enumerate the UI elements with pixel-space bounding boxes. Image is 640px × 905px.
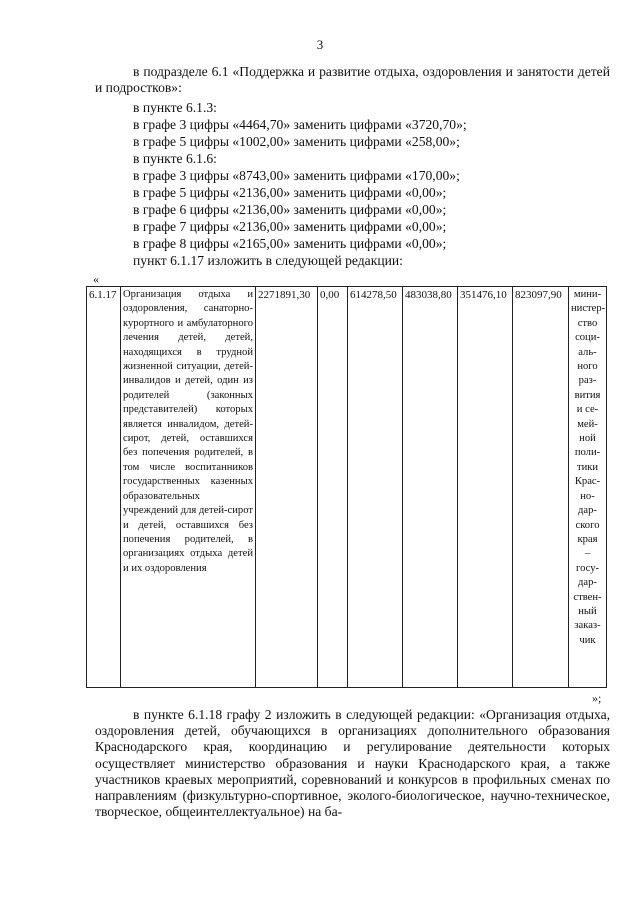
customer-cell xyxy=(569,287,607,688)
customer-line: дар- xyxy=(578,577,597,589)
customer-line: ство xyxy=(577,317,598,329)
quote-open: « xyxy=(93,272,99,286)
customer-line: аль- xyxy=(578,346,597,358)
change-line: в пункте 6.1.3: xyxy=(133,100,217,115)
customer-line: ного xyxy=(577,361,598,373)
customer-line: Крас- xyxy=(574,476,601,488)
table-row xyxy=(87,287,607,688)
customer-line: ный xyxy=(578,605,597,617)
customer-line: поли- xyxy=(574,447,601,459)
customer-line: ной xyxy=(579,433,596,445)
customer-line: и се- xyxy=(576,404,599,416)
cell-col8: 823097,90 xyxy=(513,287,569,688)
change-line: в графе 3 цифры «4464,70» заменить цифрами «3720,70»; xyxy=(133,117,467,132)
change-line: в графе 3 цифры «8743,00» заменить цифрами «170,00»; xyxy=(133,168,460,183)
change-line: в пункте 6.1.6: xyxy=(133,151,217,166)
customer-line: дар- xyxy=(578,505,597,517)
customer-line: – xyxy=(584,548,591,560)
row-code: 6.1.17 xyxy=(87,287,121,688)
cell-col3: 2271891,30 xyxy=(256,287,318,688)
change-line: пункт 6.1.17 изложить в следующей редакции: xyxy=(133,253,403,268)
customer-line: вития xyxy=(574,389,601,401)
change-line: в графе 5 цифры «2136,00» заменить цифрами «0,00»; xyxy=(133,185,447,200)
customer-line: края xyxy=(577,533,598,545)
cell-col5: 614278,50 xyxy=(348,287,403,688)
customer-line: нистер- xyxy=(571,303,606,315)
page-number: 3 xyxy=(316,37,324,52)
customer-line: чик xyxy=(579,634,596,646)
cell-col7: 351476,10 xyxy=(458,287,513,688)
cell-col6: 483038,80 xyxy=(403,287,458,688)
cell-col4: 0,00 xyxy=(318,287,348,688)
program-table xyxy=(86,286,607,688)
customer-line: соци- xyxy=(575,332,600,344)
customer-line: мини- xyxy=(573,289,602,300)
change-line: в графе 7 цифры «2136,00» заменить цифрами «0,00»; xyxy=(133,219,447,234)
row-description: Организация отдыха и оздоровления, санаторно-курортного и амбулаторного лечения детей, детей, находящихся в трудной жизненной ситуации, детей-инвалидов и детей, один из родителей (законных представителей) которых является инвалидом, детей-сирот, детей, оставшихся без попечения родителей, в том числе воспитанников государственных казенных образовательных учреждений для детей-сирот и детей, оставшихся без попечения родителей, в организациях отдыха детей и их оздоровления xyxy=(121,287,256,688)
customer-line: тики xyxy=(576,461,599,473)
customer-line: ского xyxy=(575,519,600,531)
intro-paragraph: в подразделе 6.1 «Поддержка и развитие отдыха, оздоровления и занятости детей и подростков»: xyxy=(95,64,610,96)
paragraph-6-1-18: в пункте 6.1.18 графу 2 изложить в следующей редакции: «Организация отдыха, оздоровления детей, обучающихся в организациях дополнительного образования Краснодарского края, координацию и регулирование деятельности которых осуществляет министерство образования и науки Краснодарского края, а также участников краевых мероприятий, соревнований и конкурсов в профильных сменах по направлениям (физкультурно-спортивное, эколого-биологическое, научно-техническое, творческое, общеинтеллектуальное) на ба- xyxy=(95,707,610,820)
quote-close: »; xyxy=(592,691,602,705)
change-line: в графе 8 цифры «2165,00» заменить цифрами «0,00»; xyxy=(133,236,447,251)
change-line: в графе 6 цифры «2136,00» заменить цифрами «0,00»; xyxy=(133,202,447,217)
customer-line: мей- xyxy=(577,418,598,430)
change-line: в графе 5 цифры «1002,00» заменить цифрами «258,00»; xyxy=(133,134,460,149)
customer-line: раз- xyxy=(578,375,597,387)
customer-line: ствен- xyxy=(573,591,602,603)
customer-line: но- xyxy=(580,490,595,502)
customer-line: госу- xyxy=(575,562,600,574)
customer-line: заказ- xyxy=(574,620,601,632)
